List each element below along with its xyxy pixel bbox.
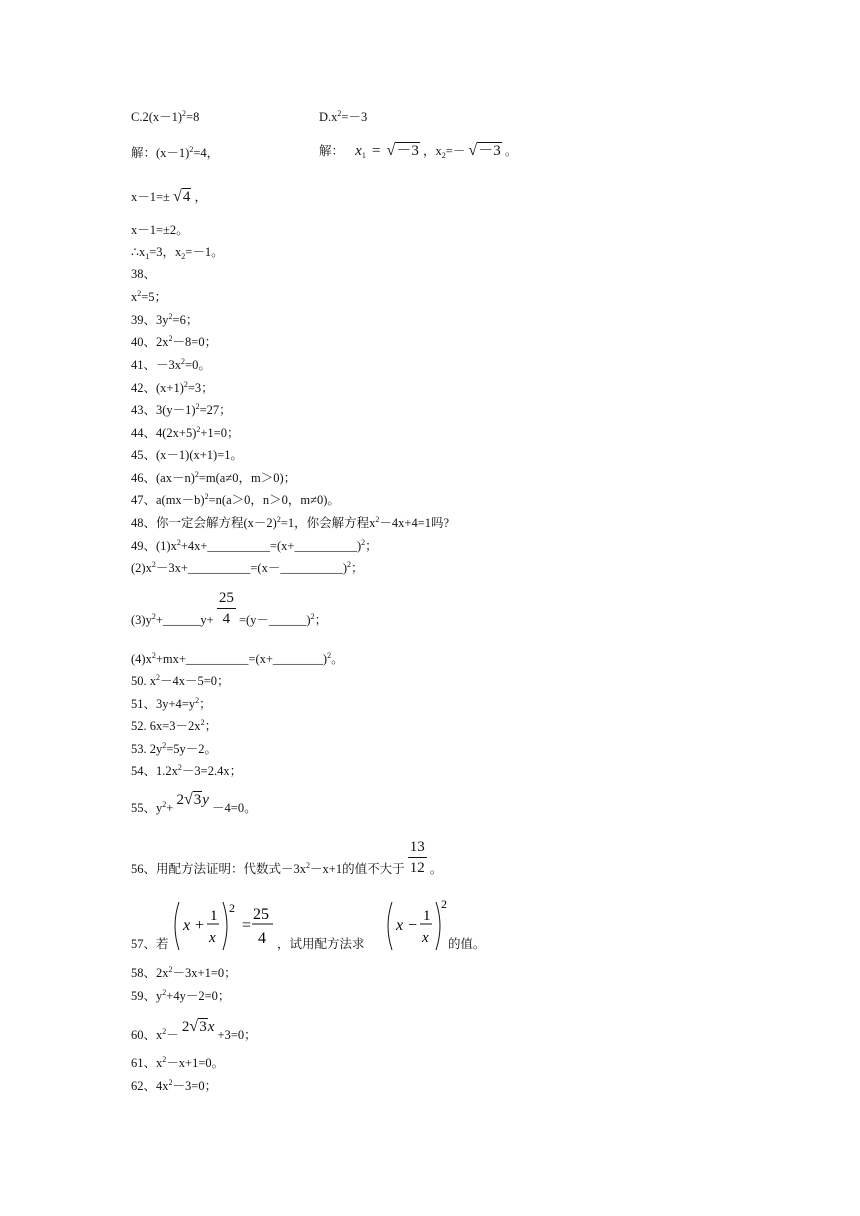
- problem-49-2: $(2)x^2-3x+\_\_\_\_\_\_\_\_\_\_=(x-\_\_\_\_\_\_\_\_\_\_)^2$；: [131, 560, 364, 575]
- expression-x-minus-inverse-squared: [384, 894, 450, 950]
- solution-c-line3: x－1=±2。: [131, 223, 189, 237]
- problem-44: 44、$4(2x+5)^2+1=0$；: [131, 425, 240, 440]
- problem-54: 54、$1.2x^2-3=2.4x$；: [131, 763, 243, 778]
- problem-46: 46、$(ax-n)^2=m(a\ne 0$，m＞0)；: [131, 470, 297, 485]
- problem-51: 51、$3y+4=y^2$；: [131, 696, 212, 711]
- sqrt-minus3-a: √－3: [386, 142, 419, 159]
- problem-49-3: $(3)y^2+\_\_\_\_\_\_y+$ $\frac{25}{4}$ =(y－______)$^2$；: [131, 590, 328, 627]
- fraction-25-4-b: [251, 900, 275, 950]
- svg-text:1: 1: [210, 908, 218, 924]
- problem-43: 43、$3(y-1)^2=27$；: [131, 402, 232, 417]
- problem-56: 56、用配方法证明：代数式$-3x^2-x+1$的值不大于 $\frac{13}{12}$ 。: [131, 839, 443, 876]
- problem-45: 45、(x－1)(x+1)=1。: [131, 448, 243, 462]
- problem-60: 60、$x^2- 2√3x +3=0$；: [131, 1015, 257, 1047]
- problem-62: 62、$4x^2-3=0$；: [131, 1078, 218, 1093]
- problem-52: 52. $6x=3-2x^2$；: [131, 718, 218, 733]
- fraction-13-12: $\frac{13}{12}$: [409, 839, 425, 876]
- svg-text:x: x: [396, 917, 404, 934]
- solution-c-line1: 解：$(x-1)^2=4$，: [131, 145, 220, 160]
- svg-text:−: −: [408, 917, 418, 934]
- svg-text:=: =: [242, 917, 252, 934]
- problem-38-eq: $x^2=5$；: [131, 289, 168, 304]
- svg-text:x: x: [209, 930, 216, 946]
- svg-text:+: +: [195, 917, 205, 934]
- fraction-25-4: $\frac{25}{4}$: [218, 590, 234, 627]
- problem-53: 53. $2y^2=5y-2$。: [131, 741, 218, 756]
- option-c: $C.2(x-1)^2=8$: [131, 109, 200, 124]
- problem-41: 41、$-3x^2=0$。: [131, 357, 211, 372]
- solution-d-line1: 解： $x_1 = √-3$ ，$x_2=- √-3$ 。: [319, 142, 518, 160]
- svg-text:x: x: [422, 930, 429, 946]
- solution-c-line4: $\therefore x_1=3$，$x_2=-1$。: [131, 245, 224, 261]
- problem-38: 38、: [131, 267, 157, 281]
- sqrt-3-b: √3: [189, 1018, 207, 1035]
- solution-c-line2: x－1=± √4 ，: [131, 186, 207, 208]
- sqrt-4: √4: [173, 188, 191, 205]
- svg-text:25: 25: [253, 906, 269, 923]
- problem-58: 58、$2x^2-3x+1=0$；: [131, 965, 237, 980]
- svg-text:2: 2: [441, 897, 447, 911]
- svg-text:1: 1: [423, 908, 431, 924]
- problem-49-1: 49、$(1)x^2+4x+\_\_\_\_\_\_\_\_\_\_=(x+\_\_\_\_\_\_\_\_\_\_)^2$；: [131, 538, 378, 553]
- option-d: $D.x^2=-3$: [319, 109, 368, 124]
- svg-text:x: x: [183, 917, 191, 934]
- svg-text:4: 4: [258, 930, 266, 947]
- problem-39: 39、$3y^2=6$；: [131, 312, 199, 327]
- problem-50: 50. $x^2-4x-5=0$；: [131, 673, 230, 688]
- problem-55: 55、$y^2+ 2√3y -4=0$。: [131, 788, 257, 820]
- problem-47: 47、$a(mx-b)^2=n(a>0$，n＞0，m≠0)。: [131, 492, 340, 507]
- problem-40: 40、$2x^2-8=0$；: [131, 334, 218, 349]
- problem-49-4: $(4)x^2+mx+\_\_\_\_\_\_\_\_\_\_=(x+\_\_\_\_\_\_\_\_)^2$。: [131, 651, 344, 666]
- sqrt-3-a: √3: [183, 791, 202, 808]
- problem-59: 59、$y^2+4y-2=0$；: [131, 988, 231, 1003]
- sqrt-minus3-b: √－3: [468, 142, 501, 159]
- problem-42: 42、$(x+1)^2=3$；: [131, 380, 214, 395]
- problem-61: 61、$x^2-x+1=0$。: [131, 1055, 225, 1070]
- problem-48: 48、你一定会解方程$(x-2)^2=1$，你会解方程$x^2-4x+4=1$吗?: [131, 515, 450, 530]
- svg-text:2: 2: [229, 901, 235, 915]
